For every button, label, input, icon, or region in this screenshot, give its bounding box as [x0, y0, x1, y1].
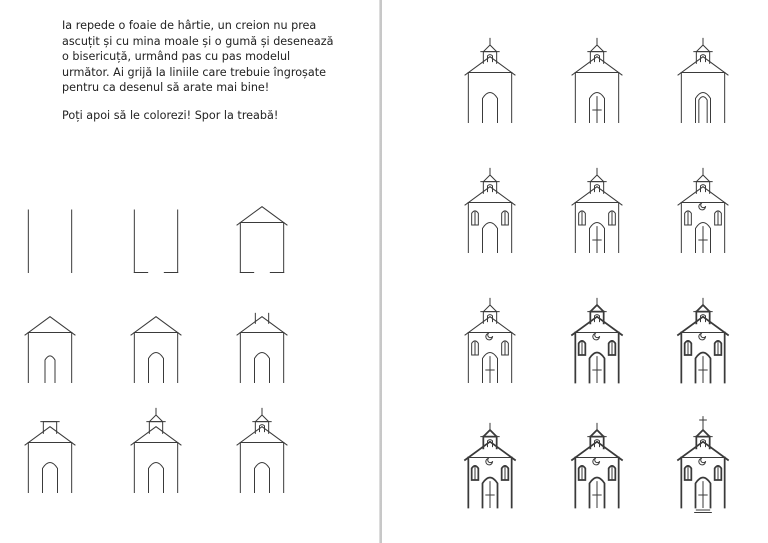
bell-tower	[590, 182, 603, 194]
bell-roof	[483, 45, 496, 52]
church-sketch	[572, 298, 622, 382]
right-step-1	[460, 30, 520, 130]
right-step-3	[673, 30, 733, 130]
church-sketch	[134, 210, 177, 273]
right-step-5	[567, 160, 627, 260]
crescent-moon	[486, 458, 493, 465]
church-sketch	[678, 38, 728, 122]
left-step-8	[126, 400, 186, 500]
left-step-2	[126, 180, 186, 280]
church-sketch	[572, 168, 622, 252]
church-sketch	[465, 423, 515, 507]
bell-roof	[696, 45, 709, 52]
church-sketch	[237, 408, 287, 492]
door-arch	[43, 463, 58, 493]
church-sketch	[465, 38, 515, 122]
left-step-6	[232, 290, 292, 390]
left-step-7	[20, 400, 80, 500]
door-arch	[149, 353, 164, 383]
right-step-11	[567, 415, 627, 515]
church-sketch	[678, 168, 728, 252]
door-arch	[483, 223, 498, 253]
bell-tower	[149, 422, 162, 434]
right-step-12	[673, 415, 733, 515]
bell-roof	[483, 305, 496, 312]
left-step-1	[20, 180, 80, 280]
bell-tower	[696, 182, 709, 194]
church-sketch	[678, 298, 728, 382]
church-sketch	[131, 317, 181, 383]
right-step-10	[460, 415, 520, 515]
instructions-text	[62, 18, 337, 136]
left-step-9	[232, 400, 292, 500]
bell-roof	[149, 415, 162, 422]
bell-roof	[483, 430, 496, 437]
bell-roof	[590, 430, 603, 437]
bell-roof	[590, 305, 603, 312]
church-sketch	[572, 38, 622, 122]
church-sketch	[237, 313, 287, 382]
bell-roof	[590, 45, 603, 52]
left-step-4	[20, 290, 80, 390]
door-arch	[149, 463, 164, 493]
door-arch	[255, 463, 270, 493]
church-sketch	[678, 417, 728, 513]
bell-tower	[255, 422, 268, 434]
left-page	[0, 0, 381, 543]
church-sketch	[237, 207, 287, 273]
bell-tower	[483, 52, 496, 64]
bell-tower	[696, 52, 709, 64]
church-sketch	[572, 423, 622, 507]
bell-roof	[696, 305, 709, 312]
crescent-moon	[486, 333, 493, 340]
door-inner	[699, 97, 707, 123]
bell-roof	[696, 430, 709, 437]
instructions-paragraph-2: Poți apoi să le colorezi! Spor la treabă!	[62, 108, 279, 122]
church-sketch	[25, 317, 75, 383]
crescent-moon	[593, 458, 600, 465]
bell-roof	[696, 175, 709, 182]
bell-roof	[483, 175, 496, 182]
crescent-moon	[699, 203, 706, 210]
church-sketch	[465, 168, 515, 252]
bell-roof	[255, 415, 268, 422]
church-sketch	[465, 298, 515, 382]
right-step-8	[567, 290, 627, 390]
door-arch	[255, 353, 270, 383]
church-sketch	[28, 210, 71, 273]
bell-tower	[590, 52, 603, 64]
right-step-2	[567, 30, 627, 130]
door-arch	[45, 356, 55, 383]
right-step-4	[460, 160, 520, 260]
bell-tower	[483, 182, 496, 194]
crescent-moon	[699, 333, 706, 340]
left-step-5	[126, 290, 186, 390]
bell-tower	[43, 422, 56, 434]
right-step-7	[460, 290, 520, 390]
crescent-moon	[699, 458, 706, 465]
church-sketch	[131, 408, 181, 492]
crescent-moon	[593, 333, 600, 340]
right-step-9	[673, 290, 733, 390]
left-step-3	[232, 180, 292, 280]
bell-roof	[590, 175, 603, 182]
right-step-6	[673, 160, 733, 260]
bell-tower	[483, 312, 496, 324]
right-page	[382, 0, 768, 543]
door-arch	[483, 93, 498, 123]
instructions-paragraph-1: Ia repede o foaie de hârtie, un creion nu prea ascuțit și cu mina moale și o gumă și desenează o bisericuță, urmând pas cu pas modelul următor. Ai grijă la liniile care trebuie îngroșate pentru ca desenul să arate mai bine!	[62, 19, 334, 95]
church-sketch	[25, 422, 75, 493]
